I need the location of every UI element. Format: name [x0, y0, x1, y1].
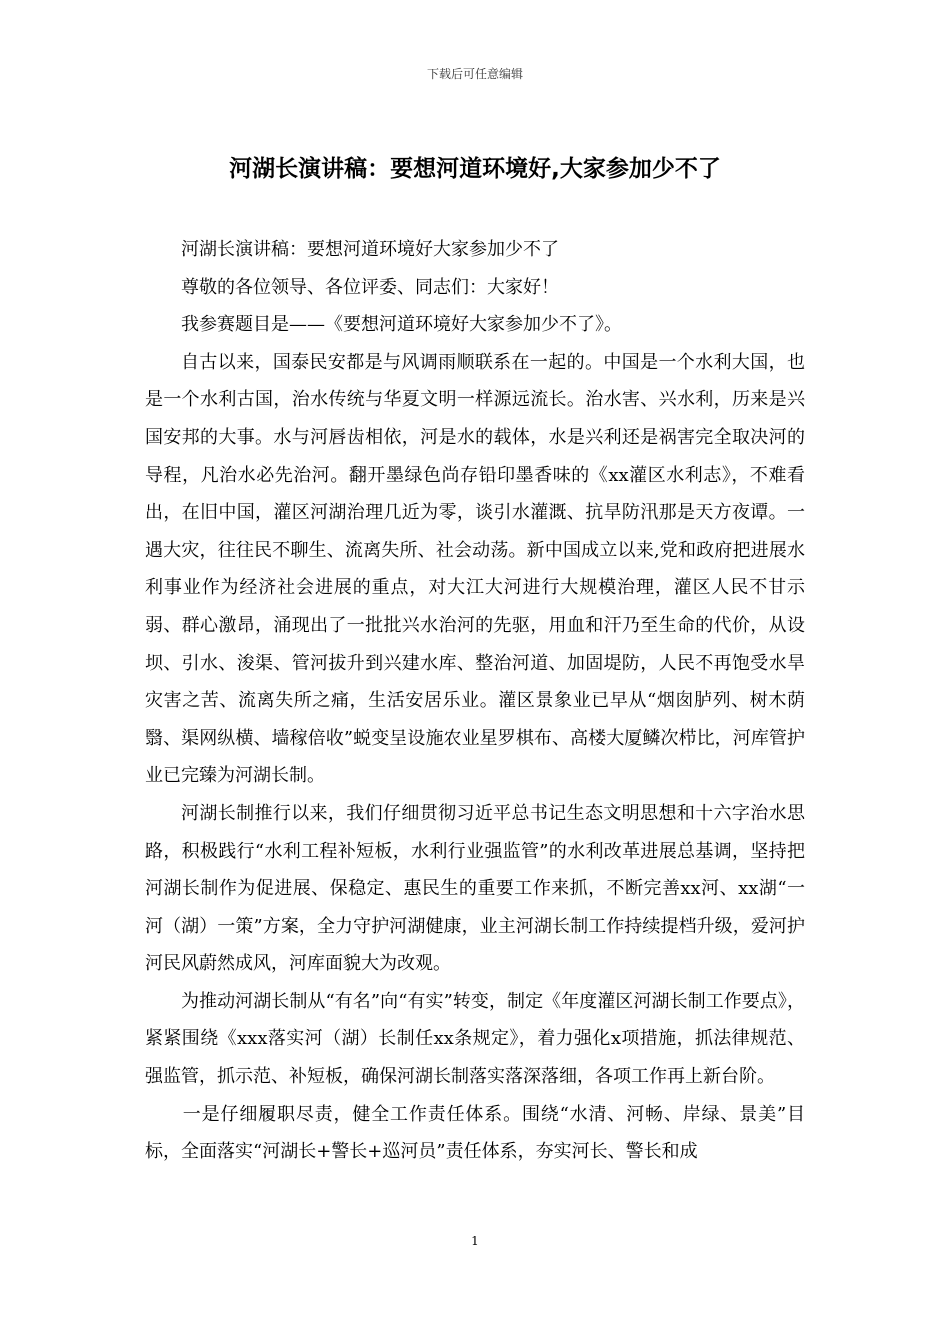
- paragraph-responsibility: 一是仔细履职尽责，健全工作责任体系。围绕“水清、河畅、岸绿、景美”目标，全面落实“河湖长+警长+巡河员”责任体系，夯实河长、警长和成: [145, 1103, 805, 1163]
- paragraph-subtitle: 河湖长演讲稿：要想河道环境好大家参加少不了: [181, 239, 559, 260]
- paragraph-history: 自古以来，国泰民安都是与风调雨顺联系在一起的。中国是一个水利大国，也是一个水利古国，治水传统与华夏文明一样源远流长。治水害、兴水利，历来是兴国安邦的大事。水与河唇齿相依，河是水的载体，水是兴利还是祸害完全取决河的导程，凡治水必先治河。翻开墨绿色尚存铅印墨香味的《xx灌区水利志》，不难看出，在旧中国，灌区河湖治理几近为零，谈引水灌溉、抗旱防汛那是天方夜谭。一遇大灾，往往民不聊生、流离失所、社会动荡。新中国成立以来,党和政府把进展水利事业作为经济社会进展的重点，对大江大河进行大规模治理，灌区人民不甘示弱、群心激昂，涌现出了一批批兴水治河的先驱，用血和汗乃至生命的代价，从设坝、引水、浚渠、管河拔升到兴建水库、整治河道、加固堤防，人民不再饱受水旱灾害之苦、流离失所之痛，生活安居乐业。灌区景象业已早从“烟囱胪列、树木荫翳、渠网纵横、墙稼倍收”蜕变呈设施农业星罗棋布、高楼大厦鳞次栉比，河库管护业已完臻为河湖长制。: [145, 351, 805, 787]
- paragraph-implementation: 河湖长制推行以来，我们仔细贯彻习近平总书记生态文明思想和十六字治水思路，积极践行“水利工程补短板，水利行业强监管”的水利改革进展总基调，坚持把河湖长制作为促进展、保稳定、惠民生的重要工作来抓，不断完善xx河、xx湖“一河（湖）一策”方案，全力守护河湖健康，业主河湖长制工作持续提档升级，爱河护河民风蔚然成风，河库面貌大为改观。: [145, 802, 805, 975]
- paragraph-topic: 我参赛题目是——《要想河道环境好大家参加少不了》。: [181, 314, 622, 336]
- paragraph-promotion: 为推动河湖长制从“有名”向“有实”转变，制定《年度灌区河湖长制工作要点》，紧紧围绕《xxx落实河（湖）长制任xx条规定》，着力强化x项措施，抓法律规范、强监管，抓示范、补短板，确保河湖长制落实落深落细，各项工作再上新台阶。: [145, 990, 805, 1088]
- page-header: 下载后可任意编辑: [426, 67, 523, 81]
- document-body: [145, 231, 805, 1171]
- page-number: 1: [471, 1234, 479, 1248]
- document-title: 河湖长演讲稿：要想河道环境好,大家参加少不了: [229, 156, 721, 182]
- paragraph-greeting: 尊敬的各位领导、各位评委、同志们：大家好！: [181, 276, 559, 298]
